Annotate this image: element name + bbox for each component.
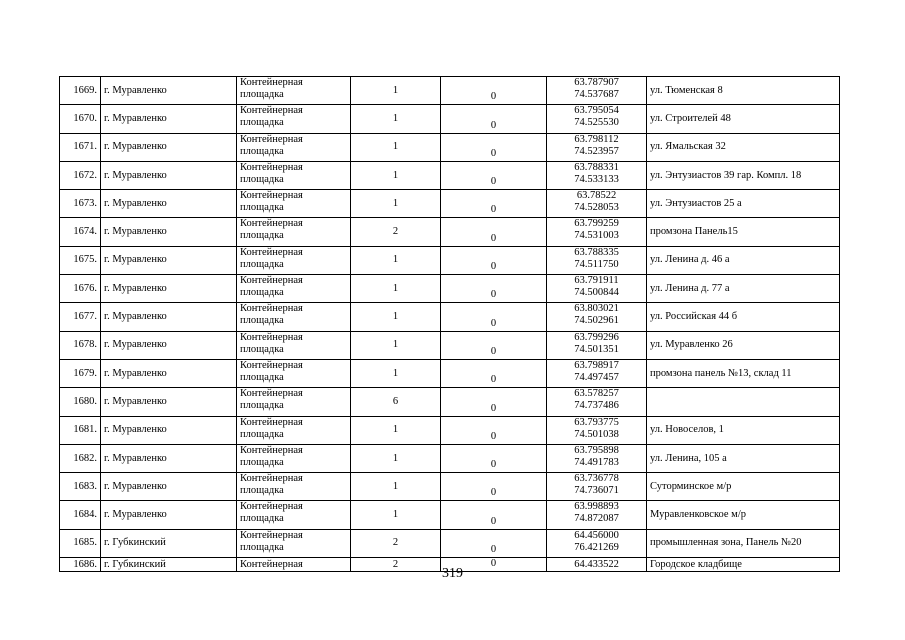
row-number: 1683. bbox=[60, 473, 101, 501]
address-cell: ул. Энтузиастов 39 гар. Компл. 18 bbox=[647, 161, 840, 189]
latitude: 63.791911 bbox=[574, 275, 619, 287]
longitude: 74.491783 bbox=[574, 456, 619, 468]
city-cell: г. Муравленко bbox=[101, 444, 237, 472]
site-type-line: Контейнерная bbox=[240, 161, 303, 173]
city-cell: г. Муравленко bbox=[101, 77, 237, 105]
latitude: 63.798917 bbox=[574, 359, 619, 371]
coordinates-cell bbox=[547, 529, 647, 557]
address-cell: промзона Панель15 bbox=[647, 218, 840, 246]
longitude: 74.501351 bbox=[574, 343, 619, 355]
row-number: 1679. bbox=[60, 359, 101, 387]
site-type-line: Контейнерная bbox=[240, 77, 303, 88]
address-cell: ул. Ленина д. 77 а bbox=[647, 275, 840, 303]
latitude: 63.795054 bbox=[574, 105, 619, 117]
latitude: 63.799296 bbox=[574, 331, 619, 343]
coordinates-cell bbox=[547, 246, 647, 274]
waste-sites-table bbox=[59, 76, 840, 572]
row-number: 1677. bbox=[60, 303, 101, 331]
coordinates-cell: 64.433522 bbox=[547, 558, 647, 572]
site-type-line: площадка bbox=[240, 258, 284, 270]
address-cell: ул. Российская 44 б bbox=[647, 303, 840, 331]
latitude: 63.803021 bbox=[574, 303, 619, 315]
container-count-cell: 1 bbox=[351, 77, 441, 105]
row-number: 1684. bbox=[60, 501, 101, 529]
container-count-cell: 2 bbox=[351, 218, 441, 246]
container-count-cell: 1 bbox=[351, 190, 441, 218]
zero-cell: 0 bbox=[441, 190, 547, 218]
city-cell: г. Муравленко bbox=[101, 359, 237, 387]
site-type-cell bbox=[237, 359, 351, 387]
site-type-line: площадка bbox=[240, 513, 284, 525]
row-number: 1670. bbox=[60, 105, 101, 133]
site-type-line: площадка bbox=[240, 173, 284, 185]
site-type-line: Контейнерная bbox=[240, 501, 303, 513]
address-cell bbox=[647, 388, 840, 416]
longitude: 74.500844 bbox=[574, 287, 619, 299]
zero-cell: 0 bbox=[441, 473, 547, 501]
site-type-cell bbox=[237, 105, 351, 133]
row-number: 1682. bbox=[60, 444, 101, 472]
address-cell: ул. Ленина д. 46 а bbox=[647, 246, 840, 274]
longitude: 74.523957 bbox=[574, 145, 619, 157]
address-cell: ул. Муравленко 26 bbox=[647, 331, 840, 359]
site-type-cell bbox=[237, 161, 351, 189]
table-row bbox=[60, 303, 840, 331]
latitude: 63.793775 bbox=[574, 416, 619, 428]
site-type-line: площадка bbox=[240, 456, 284, 468]
zero-cell: 0 bbox=[441, 359, 547, 387]
address-cell: ул. Строителей 48 bbox=[647, 105, 840, 133]
zero-cell: 0 bbox=[441, 105, 547, 133]
site-type-cell bbox=[237, 246, 351, 274]
longitude: 74.872087 bbox=[574, 513, 619, 525]
zero-cell: 0 bbox=[441, 388, 547, 416]
site-type-line: площадка bbox=[240, 287, 284, 299]
site-type-line: площадка bbox=[240, 202, 284, 214]
zero-cell: 0 bbox=[441, 331, 547, 359]
row-number: 1676. bbox=[60, 275, 101, 303]
site-type-line: площадка bbox=[240, 343, 284, 355]
site-type-line: Контейнерная bbox=[240, 388, 303, 400]
city-cell: г. Муравленко bbox=[101, 246, 237, 274]
site-type-line: площадка bbox=[240, 117, 284, 129]
city-cell: г. Муравленко bbox=[101, 473, 237, 501]
row-number: 1675. bbox=[60, 246, 101, 274]
longitude: 74.736071 bbox=[574, 485, 619, 497]
city-cell: г. Муравленко bbox=[101, 416, 237, 444]
table-row bbox=[60, 105, 840, 133]
site-type-cell bbox=[237, 501, 351, 529]
table-row bbox=[60, 501, 840, 529]
table-row bbox=[60, 529, 840, 557]
site-type-line: Контейнерная bbox=[240, 133, 303, 145]
site-type-line: Контейнерная bbox=[240, 529, 303, 541]
site-type-line: площадка bbox=[240, 428, 284, 440]
site-type-line: площадка bbox=[240, 400, 284, 412]
site-type-cell bbox=[237, 303, 351, 331]
container-count-cell: 1 bbox=[351, 331, 441, 359]
latitude: 63.998893 bbox=[574, 501, 619, 513]
zero-cell: 0 bbox=[441, 275, 547, 303]
table-row bbox=[60, 77, 840, 105]
table-body bbox=[60, 77, 840, 572]
site-type-line: Контейнерная bbox=[240, 246, 303, 258]
site-type-line: площадка bbox=[240, 230, 284, 242]
latitude: 63.795898 bbox=[574, 444, 619, 456]
site-type-line: Контейнерная bbox=[240, 303, 303, 315]
latitude: 63.798112 bbox=[574, 133, 619, 145]
container-count-cell: 2 bbox=[351, 558, 441, 572]
city-cell: г. Муравленко bbox=[101, 303, 237, 331]
latitude: 63.787907 bbox=[574, 77, 619, 88]
coordinates-cell bbox=[547, 444, 647, 472]
container-count-cell: 1 bbox=[351, 133, 441, 161]
coordinates-cell bbox=[547, 190, 647, 218]
container-count-cell: 1 bbox=[351, 105, 441, 133]
zero-cell: 0 bbox=[441, 77, 547, 105]
latitude: 63.736778 bbox=[574, 473, 619, 485]
site-type-line: Контейнерная bbox=[240, 416, 303, 428]
latitude: 64.456000 bbox=[574, 529, 619, 541]
zero-cell: 0 bbox=[441, 444, 547, 472]
site-type-cell bbox=[237, 444, 351, 472]
table-row bbox=[60, 444, 840, 472]
container-count-cell: 1 bbox=[351, 501, 441, 529]
site-type-cell bbox=[237, 473, 351, 501]
table-row bbox=[60, 161, 840, 189]
container-count-cell: 1 bbox=[351, 473, 441, 501]
page-number: 319 bbox=[442, 566, 463, 581]
zero-cell: 0 bbox=[441, 416, 547, 444]
city-cell: г. Губкинский bbox=[101, 558, 237, 572]
site-type-line: Контейнерная bbox=[240, 444, 303, 456]
row-number: 1680. bbox=[60, 388, 101, 416]
coordinates-cell bbox=[547, 303, 647, 331]
site-type-cell: Контейнерная bbox=[237, 558, 351, 572]
row-number: 1671. bbox=[60, 133, 101, 161]
longitude: 74.511750 bbox=[574, 258, 619, 270]
coordinates-cell bbox=[547, 359, 647, 387]
coordinates-cell bbox=[547, 473, 647, 501]
row-number: 1678. bbox=[60, 331, 101, 359]
latitude: 63.799259 bbox=[574, 218, 619, 230]
site-type-cell bbox=[237, 275, 351, 303]
zero-cell: 0 bbox=[441, 133, 547, 161]
site-type-cell bbox=[237, 416, 351, 444]
coordinates-cell bbox=[547, 218, 647, 246]
table-row bbox=[60, 190, 840, 218]
city-cell: г. Муравленко bbox=[101, 218, 237, 246]
row-number: 1686. bbox=[60, 558, 101, 572]
zero-cell: 0 bbox=[441, 303, 547, 331]
address-cell: Городское кладбище bbox=[647, 558, 840, 572]
city-cell: г. Муравленко bbox=[101, 388, 237, 416]
address-cell: ул. Новоселов, 1 bbox=[647, 416, 840, 444]
address-cell: промзона панель №13, склад 11 bbox=[647, 359, 840, 387]
longitude: 76.421269 bbox=[574, 541, 619, 553]
site-type-cell bbox=[237, 529, 351, 557]
site-type-cell bbox=[237, 190, 351, 218]
site-type-cell bbox=[237, 133, 351, 161]
table-row bbox=[60, 275, 840, 303]
address-cell: ул. Энтузиастов 25 а bbox=[647, 190, 840, 218]
table-row bbox=[60, 388, 840, 416]
address-cell: Суторминское м/р bbox=[647, 473, 840, 501]
latitude: 63.788335 bbox=[574, 246, 619, 258]
site-type-cell bbox=[237, 77, 351, 105]
longitude: 74.528053 bbox=[574, 202, 619, 214]
table-row bbox=[60, 416, 840, 444]
site-type-line: площадка bbox=[240, 371, 284, 383]
zero-cell: 0 bbox=[441, 558, 547, 572]
container-count-cell: 1 bbox=[351, 416, 441, 444]
longitude: 74.525530 bbox=[574, 117, 619, 129]
coordinates-cell bbox=[547, 331, 647, 359]
table-row bbox=[60, 359, 840, 387]
longitude: 74.533133 bbox=[574, 173, 619, 185]
site-type-cell bbox=[237, 218, 351, 246]
container-count-cell: 2 bbox=[351, 529, 441, 557]
zero-cell: 0 bbox=[441, 246, 547, 274]
container-count-cell: 1 bbox=[351, 359, 441, 387]
coordinates-cell bbox=[547, 105, 647, 133]
site-type-line: площадка bbox=[240, 145, 284, 157]
longitude: 74.531003 bbox=[574, 230, 619, 242]
coordinates-cell bbox=[547, 161, 647, 189]
longitude: 74.537687 bbox=[574, 89, 619, 100]
site-type-line: Контейнерная bbox=[240, 473, 303, 485]
zero-cell: 0 bbox=[441, 529, 547, 557]
site-type-line: площадка bbox=[240, 541, 284, 553]
container-count-cell: 1 bbox=[351, 303, 441, 331]
site-type-line: Контейнерная bbox=[240, 275, 303, 287]
coordinates-cell bbox=[547, 275, 647, 303]
site-type-line: Контейнерная bbox=[240, 331, 303, 343]
table-row bbox=[60, 133, 840, 161]
container-count-cell: 1 bbox=[351, 161, 441, 189]
table-row bbox=[60, 331, 840, 359]
site-type-line: Контейнерная bbox=[240, 190, 303, 202]
longitude: 74.501038 bbox=[574, 428, 619, 440]
row-number: 1673. bbox=[60, 190, 101, 218]
address-cell: ул. Ленина, 105 а bbox=[647, 444, 840, 472]
city-cell: г. Муравленко bbox=[101, 105, 237, 133]
site-type-cell bbox=[237, 331, 351, 359]
row-number: 1685. bbox=[60, 529, 101, 557]
row-number: 1674. bbox=[60, 218, 101, 246]
site-type-line: Контейнерная bbox=[240, 359, 303, 371]
site-type-line: площадка bbox=[240, 89, 284, 100]
longitude: 74.737486 bbox=[574, 400, 619, 412]
city-cell: г. Губкинский bbox=[101, 529, 237, 557]
city-cell: г. Муравленко bbox=[101, 331, 237, 359]
row-number: 1681. bbox=[60, 416, 101, 444]
city-cell: г. Муравленко bbox=[101, 501, 237, 529]
zero-cell: 0 bbox=[441, 501, 547, 529]
longitude: 74.502961 bbox=[574, 315, 619, 327]
site-type-line: Контейнерная bbox=[240, 218, 303, 230]
coordinates-cell bbox=[547, 77, 647, 105]
table-row bbox=[60, 473, 840, 501]
coordinates-cell bbox=[547, 501, 647, 529]
city-cell: г. Муравленко bbox=[101, 190, 237, 218]
city-cell: г. Муравленко bbox=[101, 161, 237, 189]
coordinates-cell bbox=[547, 416, 647, 444]
coordinates-cell bbox=[547, 388, 647, 416]
table-row bbox=[60, 246, 840, 274]
address-cell: ул. Ямальская 32 bbox=[647, 133, 840, 161]
zero-cell: 0 bbox=[441, 218, 547, 246]
site-type-line: Контейнерная bbox=[240, 105, 303, 117]
row-number: 1669. bbox=[60, 77, 101, 105]
city-cell: г. Муравленко bbox=[101, 133, 237, 161]
container-count-cell: 1 bbox=[351, 444, 441, 472]
container-count-cell: 6 bbox=[351, 388, 441, 416]
container-count-cell: 1 bbox=[351, 246, 441, 274]
container-count-cell: 1 bbox=[351, 275, 441, 303]
table-row bbox=[60, 218, 840, 246]
site-type-cell bbox=[237, 388, 351, 416]
latitude: 63.78522 bbox=[576, 190, 617, 202]
longitude: 74.497457 bbox=[574, 371, 619, 383]
row-number: 1672. bbox=[60, 161, 101, 189]
latitude: 63.578257 bbox=[574, 388, 619, 400]
latitude: 63.788331 bbox=[574, 161, 619, 173]
site-type-line: площадка bbox=[240, 315, 284, 327]
address-cell: ул. Тюменская 8 bbox=[647, 77, 840, 105]
coordinates-cell bbox=[547, 133, 647, 161]
address-cell: Муравленковское м/р bbox=[647, 501, 840, 529]
address-cell: промышленная зона, Панель №20 bbox=[647, 529, 840, 557]
city-cell: г. Муравленко bbox=[101, 275, 237, 303]
zero-cell: 0 bbox=[441, 161, 547, 189]
site-type-line: площадка bbox=[240, 485, 284, 497]
